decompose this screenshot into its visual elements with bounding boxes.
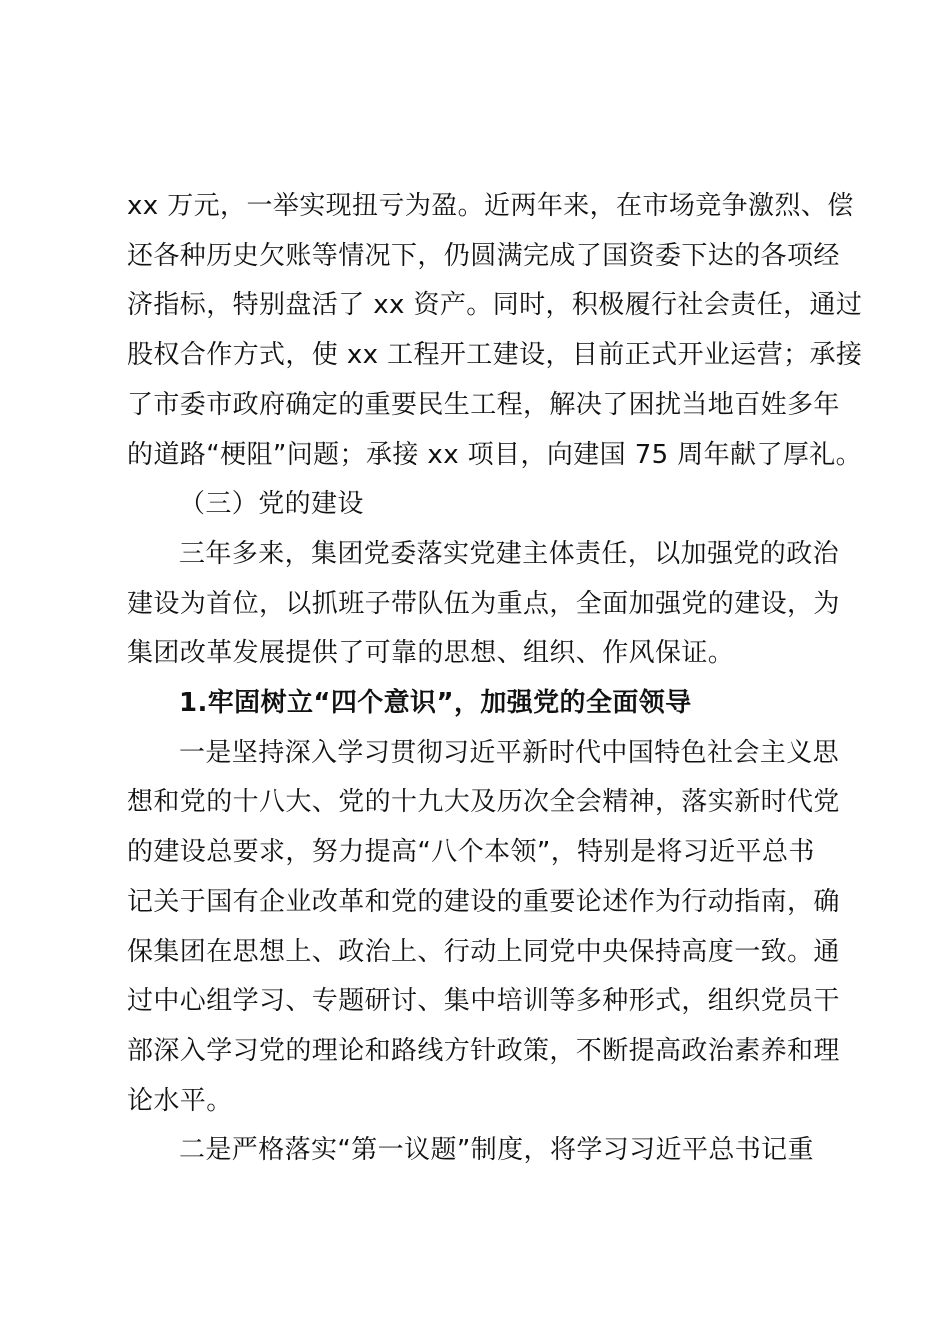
text-line: 股权合作方式，使 xx 工程开工建设，目前正式开业运营；承接 [127, 340, 863, 371]
text-line: 论水平。 [127, 1085, 233, 1116]
text-line: 部深入学习党的理论和路线方针政策，不断提高政治素养和理 [127, 1035, 840, 1066]
text-line: 的建设总要求，努力提高“八个本领”，特别是将习近平总书 [127, 837, 815, 868]
text-line: 建设为首位，以抓班子带队伍为重点，全面加强党的建设，为 [127, 588, 840, 619]
subsection-heading [127, 679, 833, 729]
text-line: 三年多来，集团党委落实党建主体责任，以加强党的政治 [179, 538, 840, 569]
text-line: 过中心组学习、专题研讨、集中培训等多种形式，组织党员干 [127, 986, 840, 1017]
text-line: 保集团在思想上、政治上、行动上同党中央保持高度一致。通 [127, 936, 840, 967]
section-heading [127, 480, 833, 530]
text-line: 的道路“梗阻”问题；承接 xx 项目，向建国 75 周年献了厚礼。 [127, 439, 863, 470]
text-line: 记关于国有企业改革和党的建设的重要论述作为行动指南，确 [127, 886, 840, 917]
text-line: 了市委市政府确定的重要民生工程，解决了困扰当地百姓多年 [127, 389, 840, 420]
text-line: xx 万元，一举实现扭亏为盈。近两年来，在市场竞争激烈、偿 [127, 191, 854, 221]
paragraph-party-building-intro [127, 530, 840, 679]
subsection-heading-text: 1.牢固树立“四个意识”，加强党的全面领导 [179, 688, 692, 719]
text-line: 二是严格落实“第一议题”制度，将学习习近平总书记重 [179, 1135, 814, 1166]
text-line: 济指标，特别盘活了 xx 资产。同时，积极履行社会责任，通过 [127, 290, 863, 321]
text-line: 还各种历史欠账等情况下，仍圆满完成了国资委下达的各项经 [127, 240, 840, 271]
text-line: 想和党的十八大、党的十九大及历次全会精神，落实新时代党 [127, 787, 840, 818]
paragraph-point-two [127, 1126, 833, 1176]
paragraph-economic-results [127, 182, 863, 480]
text-line: 一是坚持深入学习贯彻习近平新时代中国特色社会主义思 [179, 737, 840, 768]
section-heading-text: （三）党的建设 [179, 489, 364, 520]
document-body [127, 182, 863, 1176]
paragraph-point-one [127, 729, 840, 1127]
text-line: 集团改革发展提供了可靠的思想、组织、作风保证。 [127, 638, 735, 669]
